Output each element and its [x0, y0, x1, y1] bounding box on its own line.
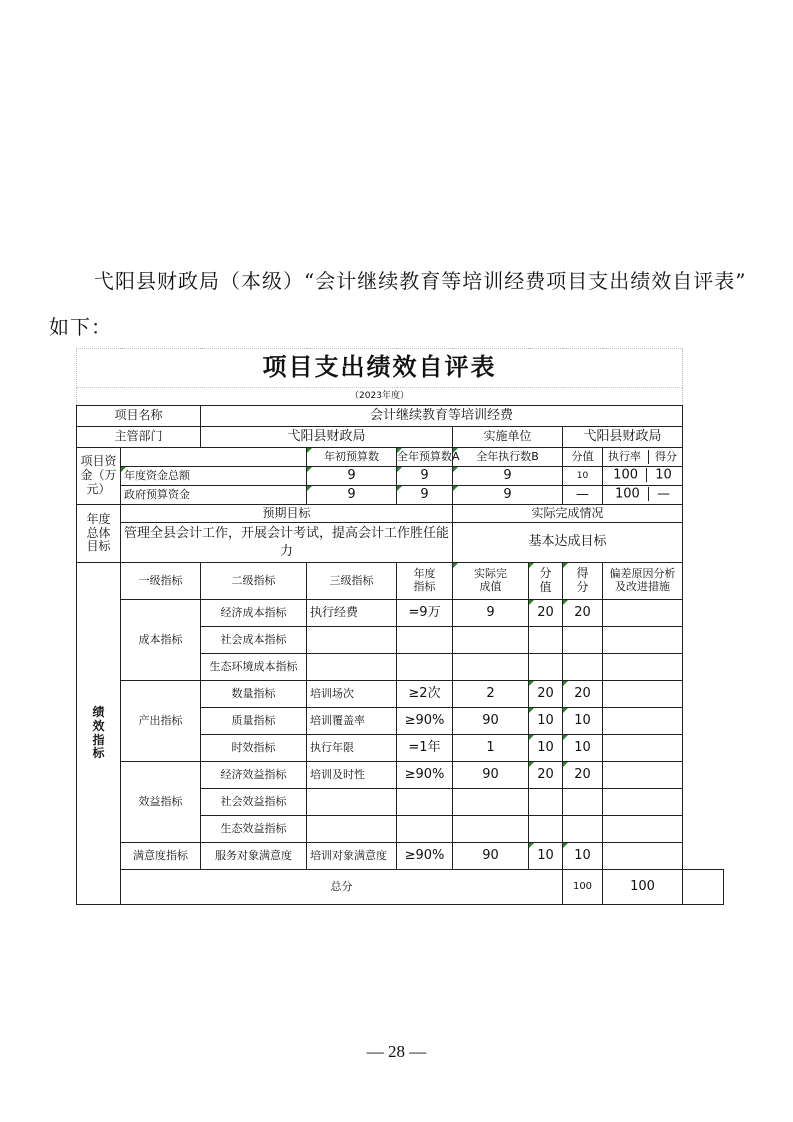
funds-header-score: 得分 [655, 450, 677, 463]
funds-row-total-rate: 100 [613, 467, 638, 483]
perf-header-score: 得分 [563, 563, 603, 600]
level3-cell: 培训场次 [307, 681, 397, 708]
score-cell: 20 [563, 681, 603, 708]
funds-header-initial: 年初预算数 [307, 448, 397, 467]
actual-cell: 1 [453, 735, 529, 762]
actual-cell: 90 [453, 708, 529, 735]
level2-cell: 经济效益指标 [201, 762, 307, 789]
project-name-label: 项目名称 [77, 406, 201, 427]
score-cell: 20 [563, 762, 603, 789]
level3-cell: 培训对象满意度 [307, 843, 397, 870]
self-evaluation-sheet [76, 348, 724, 905]
score-cell: 20 [563, 600, 603, 627]
target-cell: ≥90% [397, 843, 453, 870]
level3-cell [307, 816, 397, 843]
actual-cell: 9 [453, 600, 529, 627]
funds-row-gov-executed: 9 [453, 486, 563, 505]
target-cell: ≥90% [397, 762, 453, 789]
funds-row-total-score-value: 10 [563, 467, 603, 486]
target-cell: ≥2次 [397, 681, 453, 708]
funds-row-gov-score: — [657, 486, 671, 502]
analysis-cell [603, 681, 683, 708]
level2-cell: 服务对象满意度 [201, 843, 307, 870]
score-cell: 10 [563, 735, 603, 762]
funds-row-total-rate-score [603, 467, 683, 486]
level3-cell: 培训覆盖率 [307, 708, 397, 735]
evaluation-table [76, 348, 724, 905]
perf-header-level2: 二级指标 [201, 563, 307, 600]
page-number: — 28 — [366, 1042, 427, 1061]
score-cell [563, 627, 603, 654]
weight-cell: 20 [529, 600, 563, 627]
funds-header-rate: 执行率 [608, 450, 641, 463]
level2-cell: 经济成本指标 [201, 600, 307, 627]
funds-row-total-label: 年度资金总额 [121, 467, 307, 486]
sheet-title: 项目支出绩效自评表 [77, 349, 683, 388]
goal-label: 年度总体目标 [77, 505, 121, 563]
perf-label: 绩效指标 [77, 563, 121, 905]
intro-line-2: 如下： [49, 315, 112, 339]
expected-label: 预期目标 [121, 505, 453, 523]
funds-row-gov-annual: 9 [397, 486, 453, 505]
score-cell [563, 789, 603, 816]
intro-paragraph [49, 258, 761, 350]
funds-label: 项目资金（万元） [77, 448, 121, 505]
unit-label: 实施单位 [453, 427, 563, 448]
unit-value: 弋阳县财政局 [563, 427, 683, 448]
target-cell [397, 816, 453, 843]
level3-cell: 执行经费 [307, 600, 397, 627]
weight-cell [529, 816, 563, 843]
score-cell [563, 816, 603, 843]
level3-cell: 培训及时性 [307, 762, 397, 789]
analysis-cell [603, 708, 683, 735]
target-cell [397, 789, 453, 816]
level2-cell: 社会成本指标 [201, 627, 307, 654]
perf-header-actual: 实际完成值 [453, 563, 529, 600]
funds-row-gov-rate: 100 [614, 486, 640, 502]
weight-cell: 10 [529, 708, 563, 735]
analysis-cell [603, 816, 683, 843]
target-cell [397, 627, 453, 654]
target-cell [397, 654, 453, 681]
funds-row-total-initial: 9 [307, 467, 397, 486]
weight-cell: 10 [529, 843, 563, 870]
target-cell: =1年 [397, 735, 453, 762]
level1-output: 产出指标 [121, 681, 201, 762]
level2-cell: 质量指标 [201, 708, 307, 735]
weight-cell: 20 [529, 681, 563, 708]
level2-cell: 生态效益指标 [201, 816, 307, 843]
sheet-year: （2023年度） [77, 388, 683, 406]
actual-cell [453, 627, 529, 654]
perf-header-level3: 三级指标 [307, 563, 397, 600]
dept-label: 主管部门 [77, 427, 201, 448]
actual-cell: 2 [453, 681, 529, 708]
funds-header-score-value: 分值 [563, 448, 603, 467]
level3-cell: 执行年限 [307, 735, 397, 762]
expected-text: 管理全县会计工作，开展会计考试，提高会计工作胜任能力 [121, 523, 453, 563]
perf-header-weight: 分值 [529, 563, 563, 600]
funds-row-gov-rate-score [603, 486, 683, 505]
target-cell: ≥90% [397, 708, 453, 735]
actual-cell [453, 654, 529, 681]
analysis-cell [603, 654, 683, 681]
perf-header-analysis: 偏差原因分析及改进措施 [603, 563, 683, 600]
funds-row-gov-label: 政府预算资金 [121, 486, 307, 505]
total-label: 总分 [121, 870, 563, 905]
dept-value: 弋阳县财政局 [201, 427, 453, 448]
actual-cell: 90 [453, 843, 529, 870]
analysis-cell [603, 627, 683, 654]
funds-header-executed: 全年执行数B [453, 448, 563, 467]
funds-header-annual: 全年预算数A [397, 448, 453, 467]
funds-row-gov-score-value: — [563, 486, 603, 505]
score-cell [563, 654, 603, 681]
analysis-cell [603, 735, 683, 762]
actual-cell [453, 816, 529, 843]
perf-header-target: 年度指标 [397, 563, 453, 600]
level1-satisfaction: 满意度指标 [121, 843, 201, 870]
target-cell: =9万 [397, 600, 453, 627]
level3-cell [307, 627, 397, 654]
actual-cell: 90 [453, 762, 529, 789]
perf-header-level1: 一级指标 [121, 563, 201, 600]
weight-cell [529, 627, 563, 654]
funds-row-gov-initial: 9 [307, 486, 397, 505]
project-name: 会计继续教育等培训经费 [201, 406, 683, 427]
funds-header-rate-score [603, 448, 683, 467]
analysis-cell [603, 762, 683, 789]
analysis-cell [603, 600, 683, 627]
weight-cell: 20 [529, 762, 563, 789]
intro-line-1: 弋阳县财政局（本级）“会计继续教育等培训经费项目支出绩效自评表” [94, 269, 747, 293]
weight-cell [529, 789, 563, 816]
level1-cost: 成本指标 [121, 600, 201, 681]
funds-row-total-score: 10 [655, 467, 672, 483]
total-score: 100 [603, 870, 683, 905]
weight-cell [529, 654, 563, 681]
analysis-cell [603, 843, 683, 870]
weight-cell: 10 [529, 735, 563, 762]
actual-text: 基本达成目标 [453, 523, 683, 563]
score-cell: 10 [563, 843, 603, 870]
level2-cell: 数量指标 [201, 681, 307, 708]
level2-cell: 时效指标 [201, 735, 307, 762]
level2-cell: 生态环境成本指标 [201, 654, 307, 681]
level2-cell: 社会效益指标 [201, 789, 307, 816]
actual-cell [453, 789, 529, 816]
funds-row-total-executed: 9 [453, 467, 563, 486]
level1-benefit: 效益指标 [121, 762, 201, 843]
analysis-cell [603, 789, 683, 816]
funds-row-total-annual: 9 [397, 467, 453, 486]
score-cell: 10 [563, 708, 603, 735]
actual-label: 实际完成情况 [453, 505, 683, 523]
total-analysis [683, 870, 724, 905]
total-weight: 100 [563, 870, 603, 905]
level3-cell [307, 654, 397, 681]
level3-cell [307, 789, 397, 816]
